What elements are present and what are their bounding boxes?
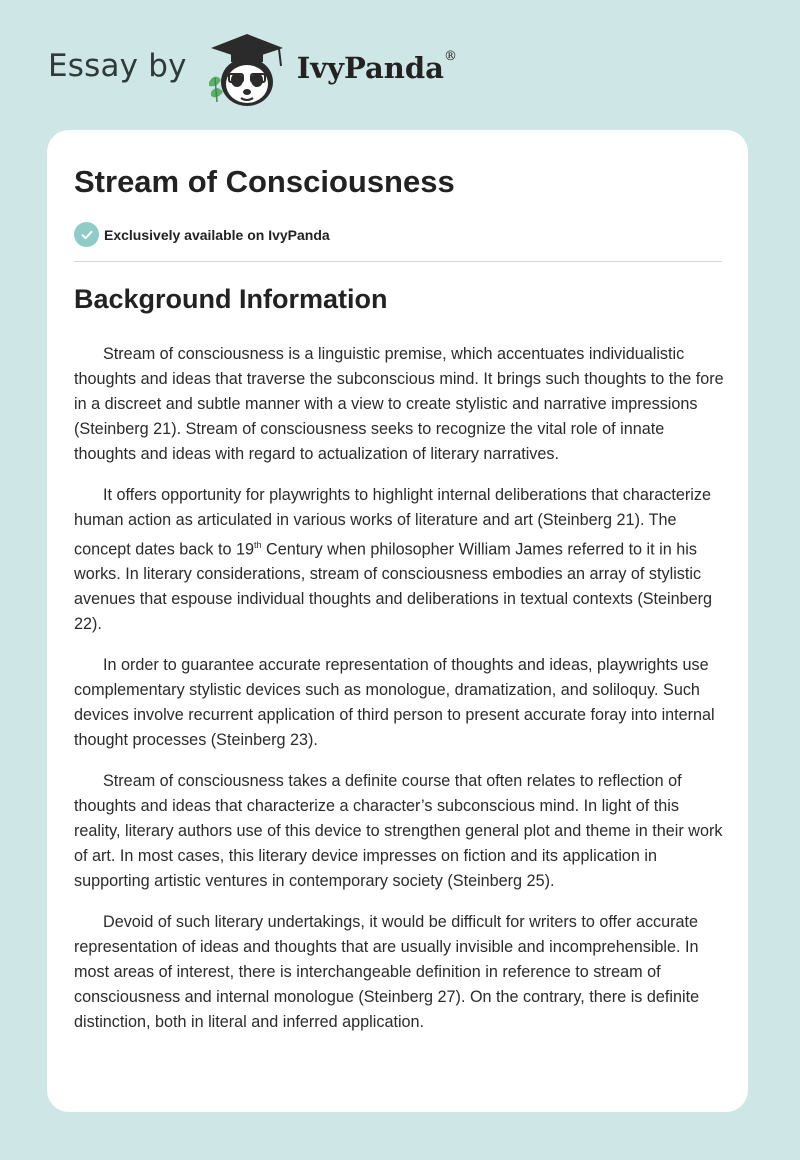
paragraph-1: Stream of consciousness is a linguistic premise, which accentuates individualistic thoughts and ideas that traverse the subconscious mind. It brings such thoughts to the fore in a discreet and subtle manner with a view to create stylistic and narrative impressions (Steinberg 21). Stream of consciousness seeks to recognize the vital role of innate thoughts and ideas with regard to actualization of literary narratives. (74, 345, 724, 463)
brand-name: IvyPanda (296, 51, 444, 85)
essay-by-label: Essay by (48, 48, 187, 84)
section-heading: Background Information (74, 284, 388, 314)
paragraph-4: Stream of consciousness takes a definite course that often relates to reflection of thoughts and ideas that characterize a character’s subconscious mind. In light of this reality, literary authors use of this device to strengthen general plot and theme in their work of art. In most cases, this literary device impresses on fiction and its application in supporting artistic ventures in contemporary society (Steinberg 25). (74, 772, 723, 891)
title-divider (74, 261, 722, 262)
exclusive-badge (74, 222, 330, 247)
article-body (74, 342, 724, 1051)
panda-graduate-logo-icon[interactable] (201, 30, 293, 110)
registered-mark: ® (443, 49, 457, 64)
check-circle-icon (74, 222, 99, 247)
paragraph-2-part-1: It offers opportunity for playwrights to highlight internal deliberations that characterize human action as articulated in various works of literature and art (Steinberg 21). The concept dates back to 19 (74, 486, 711, 559)
paragraph-2-part-2: Century when philosopher William James referred to it in his works. In literary considerations, stream of consciousness embodies an array of stylistic avenues that espouse individual thoughts and deliberations in textual contexts (Steinberg 22). (74, 540, 713, 634)
paragraph-2 (74, 483, 724, 637)
page-title: Stream of Consciousness (74, 164, 455, 199)
paragraph-2-ordinal: th (253, 540, 262, 550)
exclusive-badge-text: Exclusively available on IvyPanda (104, 226, 330, 243)
paragraph-3: In order to guarantee accurate representation of thoughts and ideas, playwrights use complementary stylistic devices such as monologue, dramatization, and soliloquy. Such devices involve recurrent application of third person to present accurate foray into internal thought processes (Steinberg 23). (74, 656, 715, 750)
ivypanda-brand[interactable] (297, 51, 457, 85)
essay-card (47, 130, 748, 1112)
site-header (48, 30, 457, 110)
paragraph-5: Devoid of such literary undertakings, it would be difficult for writers to offer accurate representation of ideas and thoughts that are usually invisible and incomprehensible. In most areas of interest, there is interchangeable definition in reference to stream of consciousness and internal monologue (Steinberg 27). On the contrary, there is definite distinction, both in literal and inferred application. (74, 913, 700, 1032)
